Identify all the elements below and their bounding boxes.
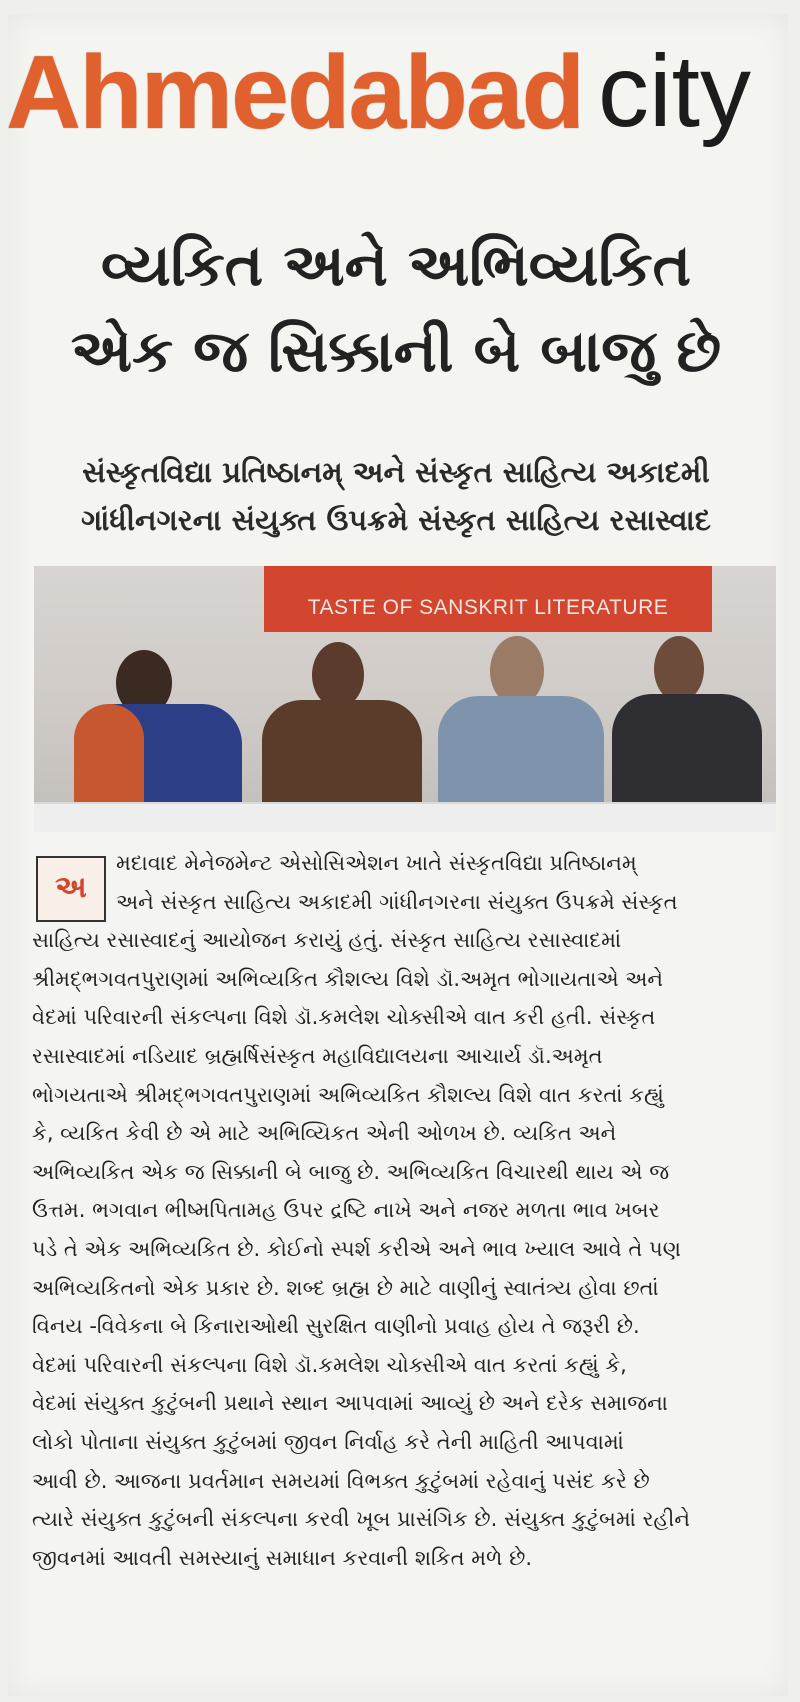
subheadline — [20, 448, 772, 544]
article-line: વેદમાં સંયુક્ત કુટુંબની પ્રથાને સ્થાન આપવામાં આવ્યું છે અને દરેક સમાજના — [32, 1391, 668, 1416]
article-line: શ્રીમદ્ભગવતપુરાણમાં અભિવ્યકિત કૌશલ્ય વિશે ડૉ.અમૃત ભોગાયતાએ અને — [32, 966, 664, 991]
article-line: ભોગયતાએ શ્રીમદ્ભગવતપુરાણમાં અભિવ્યકિત કૌશલ્ય વિશે વાત કરતાં કહ્યું — [32, 1082, 664, 1107]
article-body — [32, 844, 772, 1577]
article-line: વિનય -વિવેકના બે કિનારાઓથી સુરક્ષિત વાણીનો પ્રવાહ હોય તે જરૂરી છે. — [32, 1314, 640, 1339]
masthead-city-name: Ahmedabad — [6, 35, 584, 151]
headline-line-1: વ્યકિત અને અભિવ્યકિત — [100, 231, 692, 299]
article-line: ત્યારે સંયુક્ત કુટુંબની સંકલ્પના કરવી ખૂબ પ્રાસંગિક છે. સંયુક્ત કુટુંબમાં રહીને — [32, 1507, 691, 1532]
article-line: ઉત્તમ. ભગવાન ભીષ્મપિતામહ ઉપર દ્રષ્ટિ નાખે અને નજર મળતા ભાવ ખબર — [32, 1198, 660, 1223]
article-line: વેદમાં પરિવારની સંકલ્પના વિશે ડૉ.કમલેશ ચોક્સીએ વાત કરતાં કહ્યું કે, — [32, 1352, 627, 1377]
headline — [20, 222, 772, 394]
article-line: અને સંસ્કૃત સાહિત્ય અકાદમી ગાંધીનગરના સંયુક્ત ઉપક્રમે સંસ્કૃત — [116, 889, 678, 914]
stage-banner-text: TASTE OF SANSKRIT LITERATURE — [307, 596, 669, 619]
article-line: જીવનમાં આવતી સમસ્યાનું સમાધાન કરવાની શકિત મળે છે. — [32, 1545, 533, 1570]
subheadline-line-1: સંસ્કૃતવિદ્યા પ્રતિષ્ઠાનમ્ અને સંસ્કૃત સાહિત્ય અકાદમી — [82, 455, 710, 489]
masthead — [0, 34, 780, 151]
article-line: લોકો પોતાના સંયુક્ત કુટુંબમાં જીવન નિર્વાહ કરે તેની માહિતી આપવામાં — [32, 1429, 624, 1454]
article-line: પડે તે એક અભિવ્યકિત છે. કોઈનો સ્પર્શ કરીએ અને ભાવ ખ્યાલ આવે તે પણ — [32, 1236, 681, 1261]
stage-banner — [264, 566, 712, 632]
article-line: આવી છે. આજના પ્રવર્તમાન સમયમાં વિભક્ત કુટુંબમાં રહેવાનું પસંદ કરે છે — [32, 1468, 650, 1493]
event-photo — [34, 566, 776, 832]
article-dropcap: અ — [36, 856, 106, 922]
masthead-suffix: city — [598, 34, 751, 148]
article-line: મદાવાદ મેનેજમેન્ટ એસોસિએશન ખાતે સંસ્કૃતવિદ્યા પ્રતિષ્ઠાનમ્ — [116, 851, 637, 875]
article-line: રસાસ્વાદમાં નડિયાદ બ્રહ્મર્ષિસંસ્કૃત મહાવિદ્યાલયના આચાર્ય ડૉ.અમૃત — [32, 1043, 603, 1068]
article-line: વેદમાં પરિવારની સંકલ્પના વિશે ડૉ.કમલેશ ચોક્સીએ વાત કરી હતી. સંસ્કૃત — [32, 1005, 656, 1030]
stage-table — [34, 802, 776, 832]
article-line: અભિવ્યકિત એક જ સિક્કાની બે બાજુ છે. અભિવ્યકિત વિચારથી થાય એ જ — [32, 1159, 670, 1184]
article-line: અભિવ્યકિતનો એક પ્રકાર છે. શબ્દ બ્રહ્મ છે માટે વાણીનું સ્વાતંત્ર્ય હોવા છતાં — [32, 1275, 659, 1300]
subheadline-line-2: ગાંધીનગરના સંયુક્ત ઉપક્રમે સંસ્કૃત સાહિત્ય રસાસ્વાદ — [81, 503, 711, 537]
article-line: સાહિત્ય રસાસ્વાદનું આયોજન કરાયું હતું. સંસ્કૃત સાહિત્ય રસાસ્વાદમાં — [32, 928, 622, 953]
headline-line-2: એક જ સિક્કાની બે બાજુ છે — [70, 317, 722, 385]
article-line: કે, વ્યકિત કેવી છે એ માટે અભિવ્યિકત એની ઓળખ છે. વ્યકિત અને — [32, 1121, 617, 1146]
